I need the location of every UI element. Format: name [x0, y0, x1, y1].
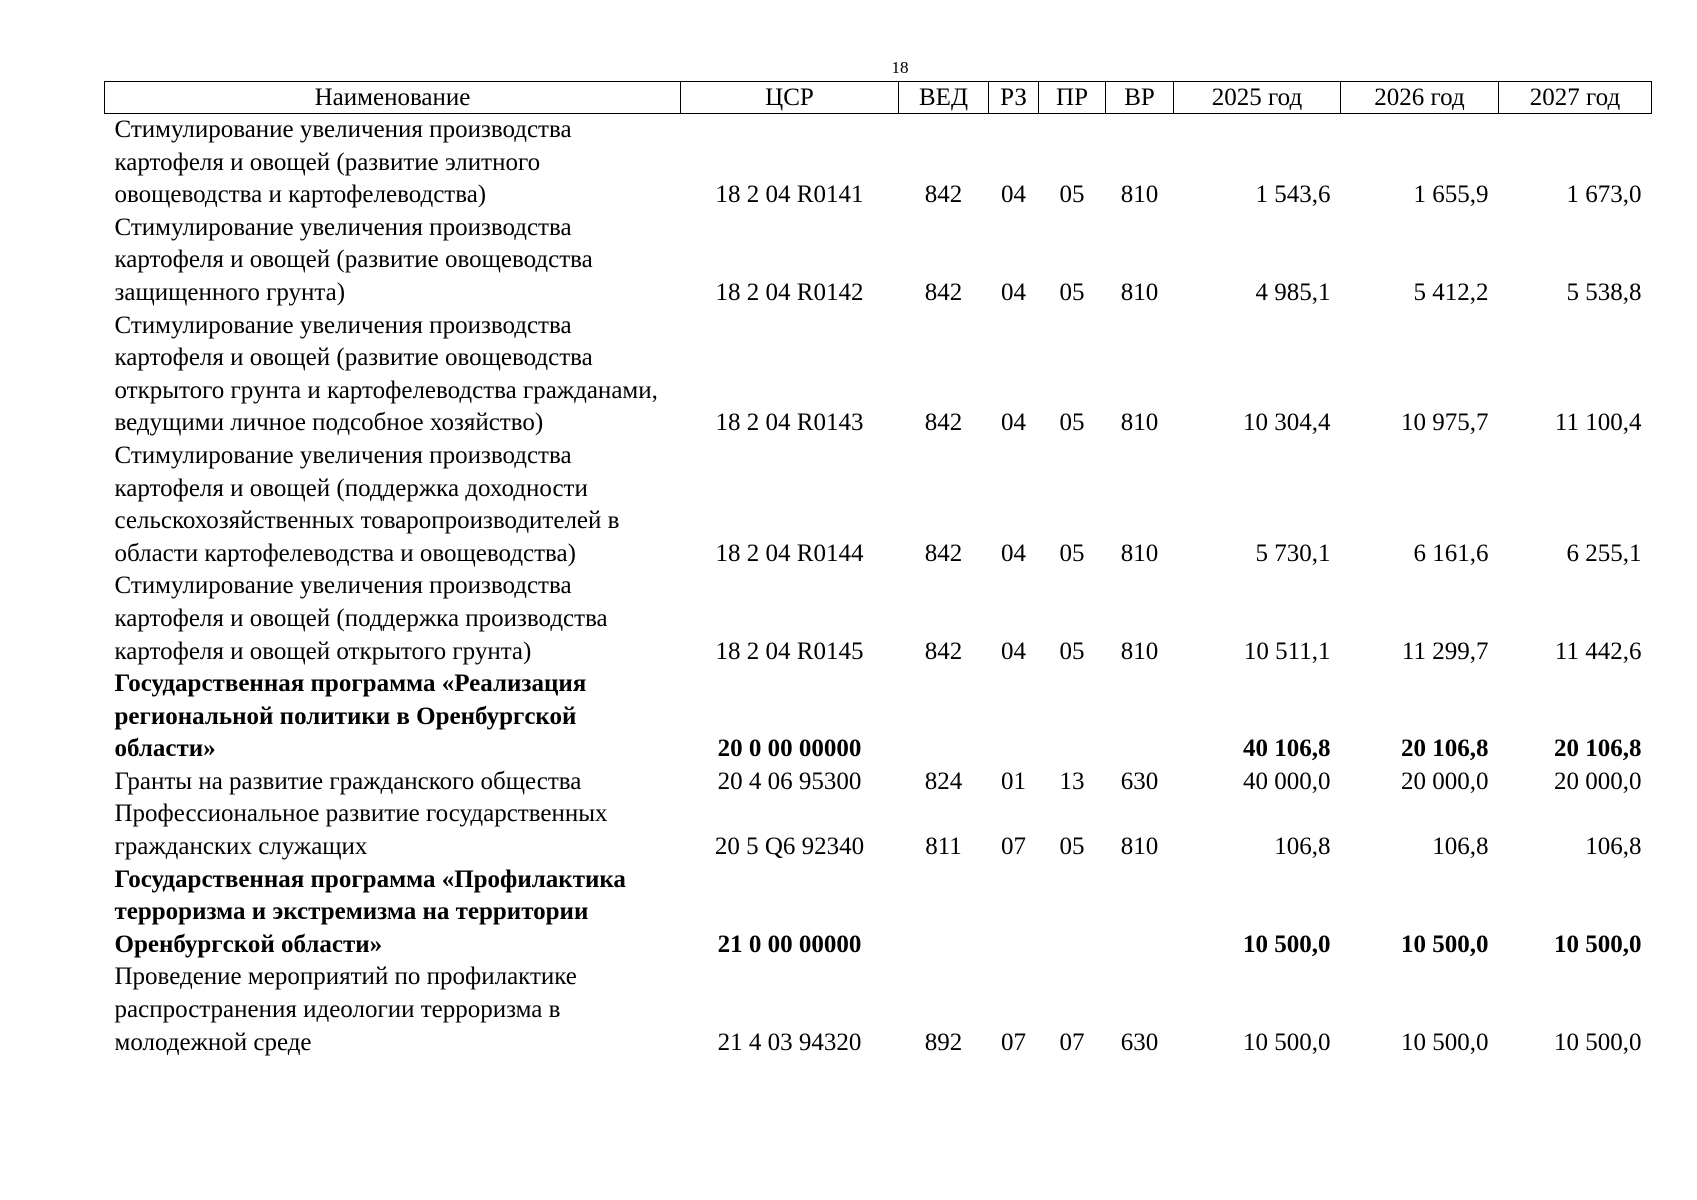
cell-ved: [899, 864, 989, 962]
cell-2027: 10 500,0: [1554, 930, 1642, 958]
cell-2027: 1 673,0: [1566, 181, 1642, 209]
cell-csr: 21 4 03 94320: [717, 1028, 862, 1056]
cell-csr: 20 5 Q6 92340: [714, 833, 865, 861]
cell-pr: 13: [1059, 767, 1085, 795]
cell-2026: 6 161,6: [1413, 539, 1489, 567]
cell-csr: 18 2 04 R0145: [715, 637, 864, 665]
cell-name: Государственная программа «Профилактика терроризма и экстремизма на территории Оренбургской области»: [114, 865, 626, 958]
cell-rz: 01: [1001, 767, 1026, 795]
page-number: 18: [891, 58, 909, 77]
cell-2025: 1 543,6: [1255, 181, 1331, 209]
cell-rz: [989, 668, 1039, 766]
table-row: [105, 766, 1652, 799]
cell-2027: 5 538,8: [1566, 278, 1642, 306]
cell-vr: 810: [1120, 181, 1159, 209]
cell-name: Стимулирование увеличения производства картофеля и овощей (поддержка доходности сельскохозяйственных товаропроизводителей в области картофелеводства и овощеводства): [114, 441, 620, 567]
cell-2026: 106,8: [1432, 833, 1489, 861]
cell-name: Проведение мероприятий по профилактике распространения идеологии терроризма в молодежной среде: [114, 963, 577, 1056]
cell-2026: 10 500,0: [1401, 930, 1489, 958]
cell-2025: 10 500,0: [1243, 930, 1331, 958]
cell-name: Стимулирование увеличения производства картофеля и овощей (развитие элитного овощеводства и картофелеводства): [114, 116, 572, 209]
table-row: [105, 798, 1652, 863]
cell-csr: 20 4 06 95300: [717, 767, 862, 795]
cell-2025: 40 106,8: [1243, 735, 1331, 763]
col-header-2025: 2025 год: [1174, 82, 1341, 114]
cell-2027: 20 000,0: [1554, 767, 1642, 795]
cell-ved: 892: [924, 1028, 963, 1056]
table-row: [105, 310, 1652, 440]
cell-pr: [1039, 864, 1106, 962]
cell-2027: 10 500,0: [1554, 1028, 1642, 1056]
cell-2025: 106,8: [1274, 833, 1331, 861]
cell-pr: 05: [1059, 637, 1085, 665]
cell-vr: 630: [1120, 1028, 1159, 1056]
col-header-ved: ВЕД: [899, 82, 989, 114]
col-header-rz: РЗ: [989, 82, 1039, 114]
col-header-csr: ЦСР: [681, 82, 899, 114]
cell-2026: 20 106,8: [1401, 735, 1489, 763]
cell-2027: 11 100,4: [1554, 409, 1642, 437]
col-header-vr: ВР: [1106, 82, 1174, 114]
cell-rz: 04: [1001, 181, 1026, 209]
cell-ved: 824: [924, 767, 963, 795]
cell-2027: 11 442,6: [1554, 637, 1642, 665]
col-header-pr: ПР: [1039, 82, 1106, 114]
cell-2025: 10 511,1: [1243, 637, 1331, 665]
cell-rz: 04: [1001, 637, 1026, 665]
cell-ved: [899, 668, 989, 766]
col-header-2026: 2026 год: [1341, 82, 1499, 114]
cell-2025: 4 985,1: [1255, 278, 1331, 306]
cell-csr: 18 2 04 R0143: [715, 409, 864, 437]
cell-name: Гранты на развитие гражданского общества: [114, 767, 582, 795]
cell-pr: 05: [1059, 278, 1085, 306]
cell-2026: 11 299,7: [1401, 637, 1489, 665]
table-header: [105, 82, 1652, 114]
cell-2026: 20 000,0: [1401, 767, 1489, 795]
table-row: [105, 114, 1652, 212]
cell-vr: [1106, 864, 1174, 962]
cell-2027: 6 255,1: [1566, 539, 1642, 567]
cell-pr: 05: [1059, 833, 1085, 861]
header-row: [105, 82, 1652, 114]
cell-name: Стимулирование увеличения производства картофеля и овощей (поддержка производства картофеля и овощей открытого грунта): [114, 572, 608, 665]
cell-vr: 810: [1120, 833, 1159, 861]
cell-2025: 10 500,0: [1243, 1028, 1331, 1056]
cell-rz: [989, 864, 1039, 962]
cell-name: Стимулирование увеличения производства картофеля и овощей (развитие овощеводства защищенного грунта): [114, 213, 593, 306]
cell-name: Профессиональное развитие государственных гражданских служащих: [114, 800, 608, 861]
cell-2026: 5 412,2: [1413, 278, 1489, 306]
cell-2025: 5 730,1: [1255, 539, 1331, 567]
cell-2026: 10 975,7: [1401, 409, 1489, 437]
table-row: [105, 570, 1652, 668]
cell-rz: 04: [1001, 409, 1026, 437]
table-row: [105, 961, 1652, 1059]
cell-pr: 07: [1059, 1028, 1085, 1056]
cell-ved: 842: [924, 539, 963, 567]
cell-rz: 07: [1001, 833, 1026, 861]
cell-ved: 842: [924, 409, 963, 437]
cell-csr: 18 2 04 R0144: [715, 539, 864, 567]
cell-ved: 842: [924, 181, 963, 209]
col-header-2027: 2027 год: [1499, 82, 1652, 114]
table-row: [105, 440, 1652, 570]
col-header-name: Наименование: [105, 82, 681, 114]
cell-2025: 10 304,4: [1243, 409, 1331, 437]
cell-2027: 20 106,8: [1554, 735, 1642, 763]
cell-ved: 842: [924, 637, 963, 665]
cell-2025: 40 000,0: [1243, 767, 1331, 795]
cell-vr: [1106, 668, 1174, 766]
cell-2027: 106,8: [1585, 833, 1642, 861]
cell-pr: 05: [1059, 539, 1085, 567]
cell-vr: 810: [1120, 637, 1159, 665]
cell-ved: 811: [925, 833, 962, 861]
cell-name: Государственная программа «Реализация региональной политики в Оренбургской области»: [114, 670, 587, 763]
cell-csr: 20 0 00 00000: [717, 735, 862, 763]
cell-vr: 810: [1120, 278, 1159, 306]
budget-table: [104, 81, 1652, 1059]
cell-rz: 04: [1001, 278, 1026, 306]
cell-2026: 1 655,9: [1413, 181, 1489, 209]
cell-rz: 04: [1001, 539, 1026, 567]
cell-ved: 842: [924, 278, 963, 306]
cell-pr: [1039, 668, 1106, 766]
cell-vr: 810: [1120, 539, 1159, 567]
cell-2026: 10 500,0: [1401, 1028, 1489, 1056]
table-row: [105, 864, 1652, 962]
table-body: [105, 114, 1652, 1060]
cell-csr: 21 0 00 00000: [717, 930, 862, 958]
cell-vr: 630: [1120, 767, 1159, 795]
cell-csr: 18 2 04 R0142: [715, 278, 864, 306]
cell-pr: 05: [1059, 181, 1085, 209]
cell-rz: 07: [1001, 1028, 1026, 1056]
table-row: [105, 668, 1652, 766]
table-row: [105, 212, 1652, 310]
cell-csr: 18 2 04 R0141: [715, 181, 864, 209]
cell-name: Стимулирование увеличения производства картофеля и овощей (развитие овощеводства открытого грунта и картофелеводства гражданами, ведущими личное подсобное хозяйство): [114, 311, 658, 437]
cell-vr: 810: [1120, 409, 1159, 437]
cell-pr: 05: [1059, 409, 1085, 437]
